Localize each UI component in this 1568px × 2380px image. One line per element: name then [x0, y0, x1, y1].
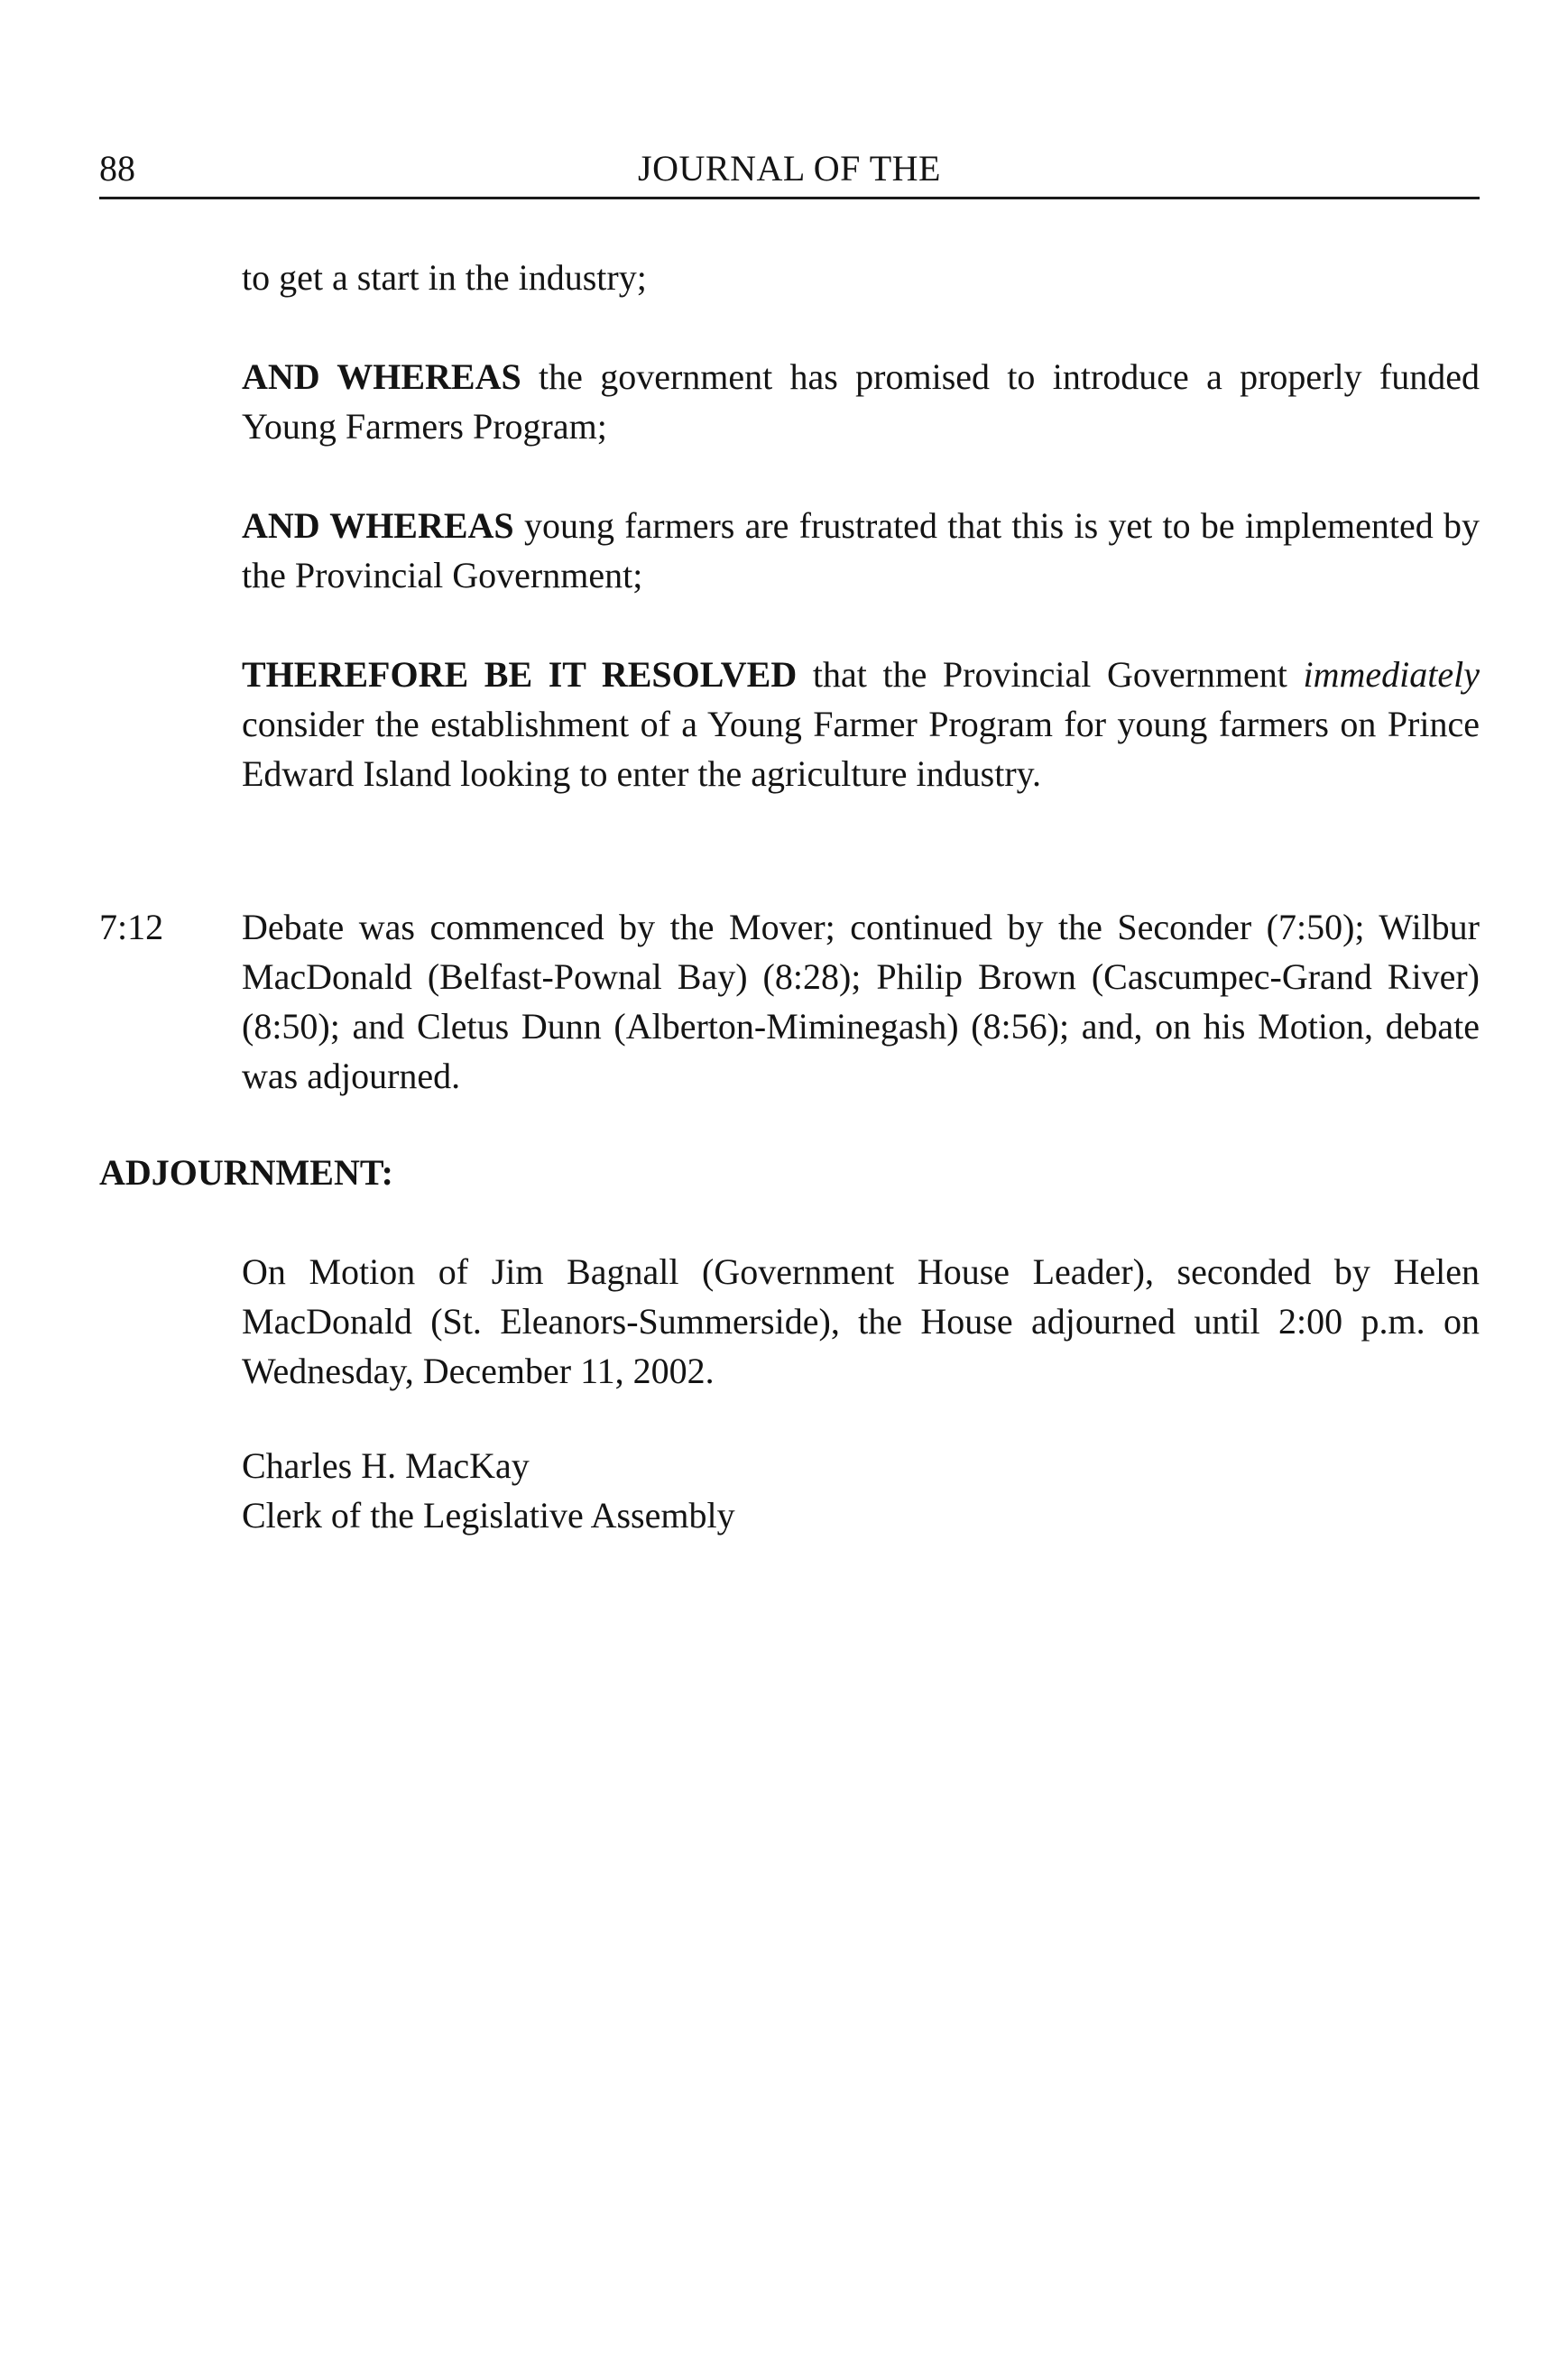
- whereas-text-2: young farmers are frustrated that this is yet to be implemented by the Provincial Government;: [242, 505, 1480, 595]
- whereas-lead-2: AND WHEREAS: [242, 505, 514, 546]
- resolution-paragraph: [242, 650, 1480, 798]
- continuation-paragraph: to get a start in the industry;: [242, 257, 647, 298]
- signature-block: [242, 1441, 735, 1540]
- adjournment-paragraph: On Motion of Jim Bagnall (Government House Leader), seconded by Helen MacDonald (St. Eleanors-Summerside), the House adjourned until 2:00 p.m. on Wednesday, December 11, 2002.: [242, 1251, 1480, 1391]
- running-title: JOURNAL OF THE: [638, 148, 941, 189]
- whereas-paragraph-1: [242, 352, 1480, 451]
- whereas-lead-1: AND WHEREAS: [242, 356, 521, 397]
- whereas-paragraph-2: [242, 501, 1480, 600]
- resolution-text-before: that the Provincial Government: [797, 654, 1304, 695]
- adjournment-heading: ADJOURNMENT:: [99, 1152, 393, 1193]
- debate-time: 7:12: [99, 907, 164, 947]
- resolution-lead: THEREFORE BE IT RESOLVED: [242, 654, 798, 695]
- page-header: [99, 146, 1480, 199]
- debate-paragraph: Debate was commenced by the Mover; continued by the Seconder (7:50); Wilbur MacDonald (Belfast-Pownal Bay) (8:28); Philip Brown (Cascumpec-Grand River) (8:50); and Cletus Dunn (Alberton-Miminegash) (8:56); and, on his Motion, debate was adjourned.: [242, 907, 1480, 1096]
- resolution-emphasis: immediately: [1303, 654, 1480, 695]
- resolution-text-after: consider the establishment of a Young Farmer Program for young farmers on Prince Edward Island looking to enter the agriculture industry.: [242, 704, 1480, 794]
- signature-title: Clerk of the Legislative Assembly: [242, 1495, 735, 1536]
- page-number: 88: [99, 148, 135, 189]
- signature-name: Charles H. MacKay: [242, 1445, 530, 1486]
- whereas-text-1: the government has promised to introduce a properly funded Young Farmers Program;: [242, 356, 1480, 447]
